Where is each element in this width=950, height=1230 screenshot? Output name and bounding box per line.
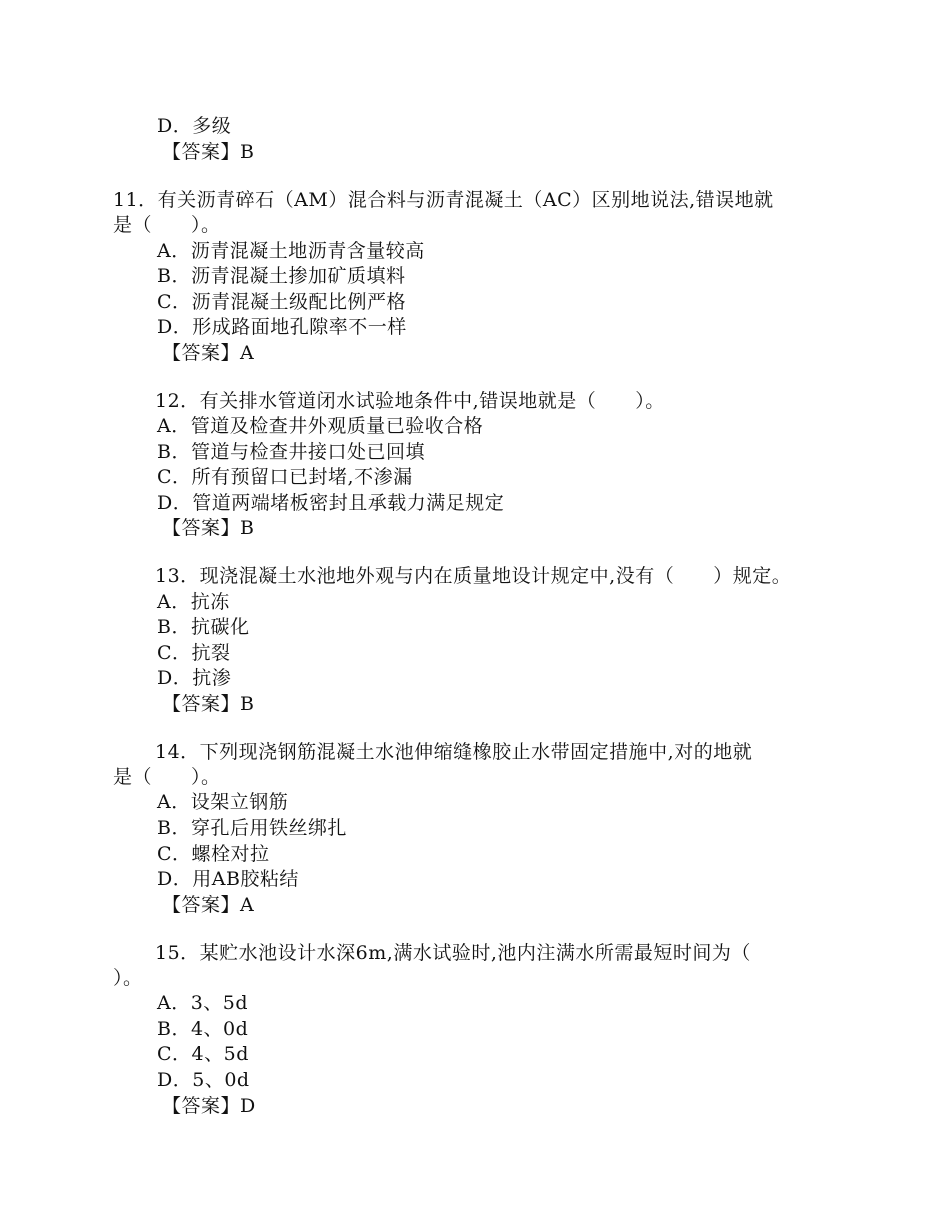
answer: 【答案】B <box>162 517 255 539</box>
answer: 【答案】A <box>162 894 255 916</box>
option-d: D．管道两端堵板密封且承载力满足规定 <box>157 492 505 514</box>
option-c: C．螺栓对拉 <box>157 843 270 865</box>
option-c: C．抗裂 <box>157 642 231 664</box>
answer: 【答案】B <box>162 693 255 715</box>
option-d: D．多级 <box>157 115 232 137</box>
question-12-stem: 12．有关排水管道闭水试验地条件中,错误地就是（ ）。 <box>155 390 665 412</box>
question-14-stem-cont: 是（ ）。 <box>113 766 221 788</box>
option-b: B．穿孔后用铁丝绑扎 <box>157 817 347 839</box>
option-b: B．管道与检查井接口处已回填 <box>157 441 425 463</box>
question-11-stem-cont: 是（ ）。 <box>113 214 221 236</box>
question-11-stem: 11．有关沥青碎石（AM）混合料与沥青混凝土（AC）区别地说法,错误地就 <box>113 189 774 211</box>
option-c: C．所有预留口已封堵,不渗漏 <box>157 466 413 488</box>
answer: 【答案】D <box>162 1095 256 1117</box>
question-15-stem: 15．某贮水池设计水深6m,满水试验时,池内注满水所需最短时间为（ <box>155 942 751 964</box>
option-a: A．沥青混凝土地沥青含量较高 <box>157 240 425 262</box>
option-c: C．沥青混凝土级配比例严格 <box>157 291 407 313</box>
option-b: B．沥青混凝土掺加矿质填料 <box>157 265 406 287</box>
answer: 【答案】A <box>162 342 255 364</box>
option-a: A．抗冻 <box>157 591 230 613</box>
option-c: C．4、5d <box>157 1043 249 1065</box>
question-14-stem: 14．下列现浇钢筋混凝土水池伸缩缝橡胶止水带固定措施中,对的地就 <box>155 741 753 763</box>
answer: 【答案】B <box>162 141 255 163</box>
option-b: B．4、0d <box>157 1018 249 1040</box>
option-d: D．形成路面地孔隙率不一样 <box>157 316 407 338</box>
option-a: A．3、5d <box>157 992 249 1014</box>
option-d: D．抗渗 <box>157 667 232 689</box>
option-a: A．设架立钢筋 <box>157 791 289 813</box>
option-a: A．管道及检查井外观质量已验收合格 <box>157 415 484 437</box>
option-d: D．5、0d <box>157 1069 250 1091</box>
option-d: D．用AB胶粘结 <box>157 868 299 890</box>
question-13-stem: 13．现浇混凝土水池地外观与内在质量地设计规定中,没有（ ）规定。 <box>155 565 792 587</box>
option-b: B．抗碳化 <box>157 616 250 638</box>
question-15-stem-cont: ）。 <box>113 967 143 989</box>
